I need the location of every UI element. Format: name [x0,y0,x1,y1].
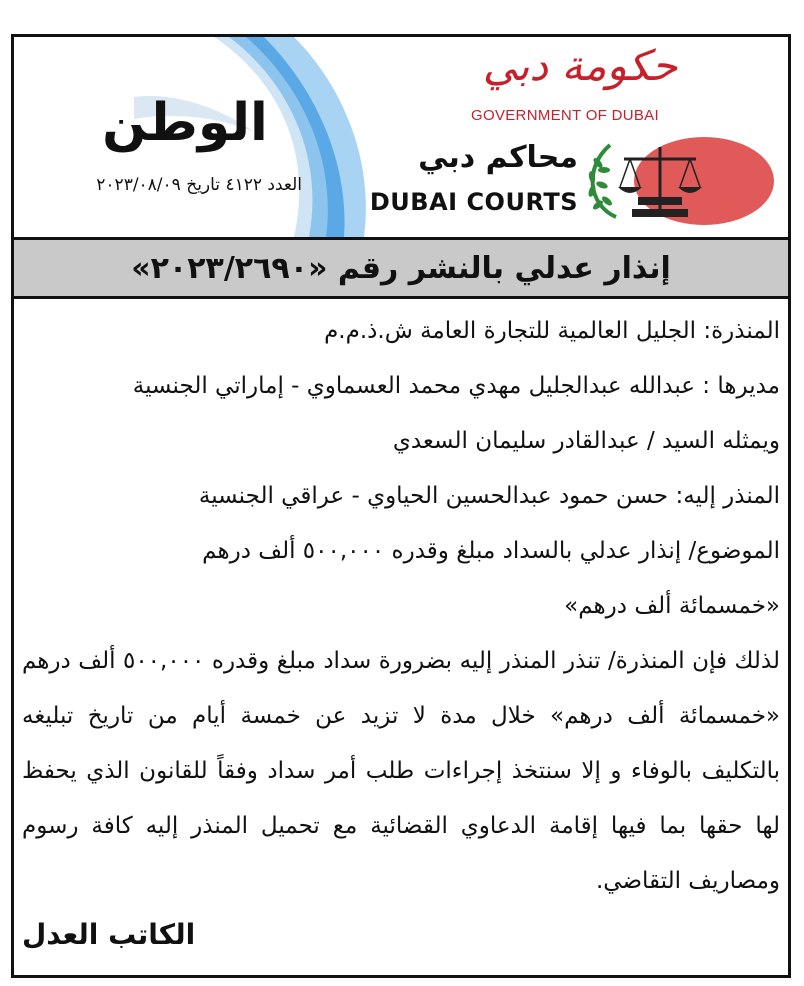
notifier-line: المنذرة: الجليل العالمية للتجارة العامة ش.ذ.م.م [324,318,780,344]
notice-paragraph: لذلك فإن المنذرة/ تنذر المنذر إليه بضرورة سداد مبلغ وقدره ٥٠٠,٠٠٠ ألف درهم «خمسمائة ألف درهم» خلال مدة لا تزيد عن خمسة أيام من تاريخ تبليغه بالتكليف بالوفاء و إلا سنتخذ إجراءات طلب أمر سداد وفقاً للقانون الذي يحفظ لها حقها بما فيها إقامة الدعاوي القضائية مع تحميل المنذر إليه كافة رسوم ومصاريف التقاضي. [22,648,780,894]
subject-line: الموضوع/ إنذار عدلي بالسداد مبلغ وقدره ٥٠٠,٠٠٠ ألف درهم [202,538,780,564]
dubai-courts-emblem [576,135,776,227]
issue-date: العدد ٤١٢٢ تاريخ ٢٠٢٣/٠٨/٠٩ [96,175,302,195]
notice-title: إنذار عدلي بالنشر رقم «٢٠٢٣/٢٦٩٠» [131,250,671,286]
courts-name-ar: محاكم دبي [418,140,578,175]
newspaper-name: الوطن [102,93,268,153]
government-name-ar: حكومة دبي [482,41,678,90]
courts-name-en: DUBAI COURTS [369,188,578,216]
newspaper-header [14,37,788,237]
manager-line: مديرها : عبدالله عبدالجليل مهدي محمد العسماوي - إماراتي الجنسية [132,373,780,399]
notice-title-bar [14,237,788,299]
government-name-en: GOVERNMENT OF DUBAI [471,107,659,124]
notified-party-line: المنذر إليه: حسن حمود عبدالحسين الحياوي - عراقي الجنسية [198,483,780,509]
notice-body [22,304,780,909]
amount-words-line: «خمسمائة ألف درهم» [564,593,780,619]
representative-line: ويمثله السيد / عبدالقادر سليمان السعدي [392,428,780,454]
notary-signature: الكاتب العدل [22,918,196,951]
